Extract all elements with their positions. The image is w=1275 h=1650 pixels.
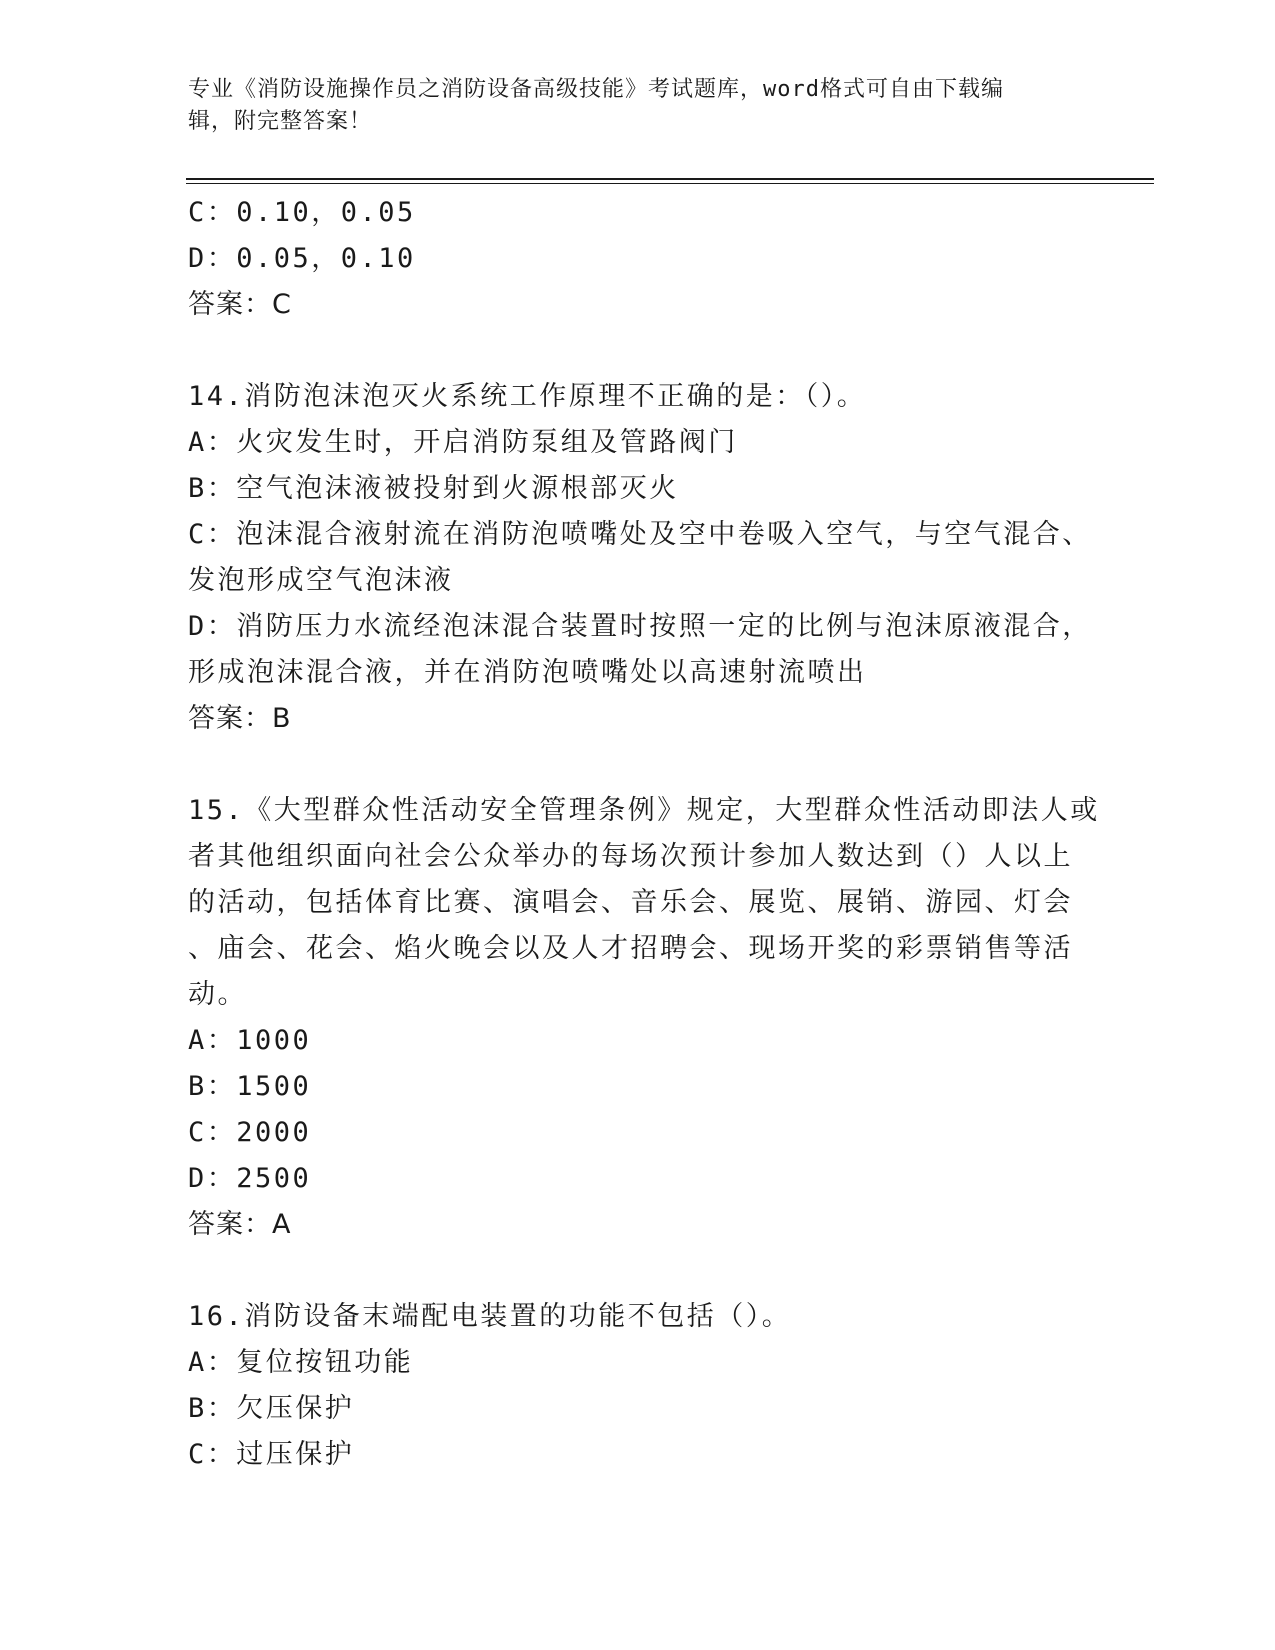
- question-16: [188, 1294, 1088, 1478]
- option-c: C：0.10，0.05: [188, 197, 416, 228]
- answer: 答案：C: [188, 289, 292, 320]
- spacer: [188, 742, 1088, 788]
- question-stem: 14.消防泡沫泡灭火系统工作原理不正确的是：（）。: [188, 381, 867, 412]
- question-stem: 16.消防设备末端配电装置的功能不包括（）。: [188, 1301, 792, 1332]
- option-b: B：1500: [188, 1071, 312, 1102]
- option-b: B：空气泡沫液被投射到火源根部灭火: [188, 473, 679, 504]
- question-stem-line-3: 的活动，包括体育比赛、演唱会、音乐会、展览、展销、游园、灯会: [188, 887, 1073, 918]
- page-header: [188, 74, 1078, 138]
- option-c-line-2: 发泡形成空气泡沫液: [188, 565, 454, 596]
- header-title-line-1: 专业《消防设施操作员之消防设备高级技能》考试题库，word格式可自由下载编: [188, 77, 1004, 102]
- option-b: B：欠压保护: [188, 1393, 355, 1424]
- option-c: C：2000: [188, 1117, 312, 1148]
- question-stem-line-2: 者其他组织面向社会公众举办的每场次预计参加人数达到（）人以上: [188, 841, 1073, 872]
- option-c: C：过压保护: [188, 1439, 355, 1470]
- header-rule-thick: [186, 178, 1154, 180]
- header-rule-thin: [186, 183, 1154, 184]
- document-body: [188, 190, 1100, 1478]
- question-stem-line-5: 动。: [188, 979, 247, 1010]
- option-d: D：0.05，0.10: [188, 243, 416, 274]
- option-c-line-1: C：泡沫混合液射流在消防泡喷嘴处及空中卷吸入空气，与空气混合、: [188, 519, 1092, 550]
- option-d: D：2500: [188, 1163, 312, 1194]
- answer: 答案：A: [188, 1209, 292, 1240]
- spacer: [188, 328, 1088, 374]
- option-a: A：复位按钮功能: [188, 1347, 414, 1378]
- question-13-tail: [188, 190, 1088, 328]
- question-15: [188, 788, 1100, 1248]
- option-d-line-1: D：消防压力水流经泡沫混合装置时按照一定的比例与泡沫原液混合，: [188, 611, 1092, 642]
- header-title-line-2: 辑，附完整答案！: [188, 109, 373, 134]
- option-d-line-2: 形成泡沫混合液，并在消防泡喷嘴处以高速射流喷出: [188, 657, 867, 688]
- option-a: A：1000: [188, 1025, 312, 1056]
- spacer: [188, 1248, 1088, 1294]
- question-stem-line-1: 15.《大型群众性活动安全管理条例》规定，大型群众性活动即法人或: [188, 795, 1100, 826]
- answer: 答案：B: [188, 703, 292, 734]
- option-a: A：火灾发生时，开启消防泵组及管路阀门: [188, 427, 738, 458]
- question-14: [188, 374, 1092, 742]
- question-stem-line-4: 、庙会、花会、焰火晚会以及人才招聘会、现场开奖的彩票销售等活: [188, 933, 1073, 964]
